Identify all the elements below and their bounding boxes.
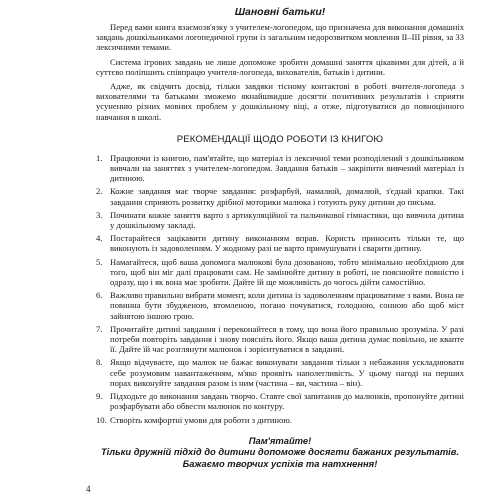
item-text: Намагайтеся, щоб ваша допомога малюкові була дозованою, тобто мінімально необхідною для того, щоб він міг далі працювати сам. Не замінюйте дитину в роботі, не пояснюйте повністю і одразу, що і як вона має зробити. Дайте їй ще можливість до чогось дійти самостійно.	[110, 256, 464, 288]
intro-paragraph: Перед вами книга взаємозв'язку з учителем-логопедом, що призначена для виконання домашніх завдань дошкільниками логопедичної групи із загальним недорозвитком мовлення II–III рівня, за 33 лексичними темами.	[96, 22, 464, 53]
list-item	[96, 153, 464, 184]
intro-paragraph: Адже, як свідчить досвід, тільки завдяки тісному контактові в роботі вчителя-логопеда з вихователями та батьками зможемо якнайшвидше досягти позитивних результатів і сприяти усуненню різних мовних проблем у дошкільному віці, а отже, підготуватися до повноцінного навчання в школі.	[96, 81, 464, 122]
item-number: 8.	[96, 357, 103, 368]
list-item	[96, 415, 464, 425]
list-item	[96, 210, 464, 230]
item-text: Важливо правильно вибрати момент, коли дитина із задоволенням працюватиме з вами. Вона не повинна бути збудженою, втомленою, погано почуватися, голодною, сонною або щоб міст зайнятою іншою грою.	[110, 290, 464, 321]
item-text: Починати кожне заняття варто з артикуляційної та пальчикової гімнастики, що вивчила дитина у дошкільному закладі.	[110, 209, 464, 231]
item-number: 10.	[96, 414, 107, 425]
closing-note	[96, 435, 464, 470]
item-number: 2.	[96, 186, 103, 197]
item-text: Створіть комфортні умови для роботи з дитиною.	[110, 414, 292, 425]
list-item	[96, 357, 464, 388]
item-text: Прочитайте дитині завдання і переконайтеся в тому, що вона його правильно зрозуміла. У разі потреби повторіть завдання і знову поясніть його. Якщо ваша дитина думає повільно, не квапте її. Дайте їй час розглянути малюнок і зорієнтуватися в завданні.	[110, 323, 464, 355]
intro-paragraph: Система ігрових завдань не лише допоможе зробити домашні заняття цікавими для дітей, а й суттєво поліпшить співпрацю учителя-логопеда, вихователів, батьків і дитини.	[96, 56, 464, 77]
item-number: 3.	[96, 209, 103, 220]
item-number: 7.	[96, 323, 103, 334]
item-number: 6.	[96, 290, 103, 301]
item-number: 4.	[96, 233, 103, 244]
recommendations-list	[96, 153, 464, 425]
closing-line-advice: Тільки дружній підхід до дитини допоможе досягти бажаних результатів.	[100, 446, 460, 458]
closing-line-remember: Пам'ятайте!	[248, 434, 312, 446]
list-item	[96, 391, 464, 411]
section-title: РЕКОМЕНДАЦІЇ ЩОДО РОБОТИ ІЗ КНИГОЮ	[176, 133, 384, 145]
item-text: Якщо відчуваєте, що малюк не бажає виконувати завдання тільки з небажання ускладнювати себе розумовим навантаженням, м'яко проявіть наполегливість. У цьому нагоді на перших порах виконуйте завдання разом із ним (частина – ви, частина – він).	[110, 357, 464, 388]
item-text: Постарайтеся зацікавити дитину виконанням вправ. Користь приносить тільки те, що виконують із задоволенням. У жодному разі не варто примушувати і сварити дитину.	[110, 233, 464, 254]
list-item	[96, 257, 464, 288]
item-number: 1.	[96, 152, 103, 163]
page-number: 4	[86, 484, 91, 494]
list-item	[96, 290, 464, 321]
closing-line-wishes: Бажаємо творчих успіхів та натхнення!	[182, 457, 378, 469]
item-text: Працюючи із книгою, пам'ятайте, що матеріал із лексичної теми розподілений з дошкільником вивчали на заняттях з учителем-логопедом. Завдання батьків – закріпити вивчений матеріал із дитиною.	[110, 152, 464, 184]
item-number: 5.	[96, 256, 103, 267]
item-text: Кожне завдання має творче завдання: розфарбуй, намалюй, домалюй, з'єднай крапки. Такі завдання сприяють розвитку дрібної моторики малюка і готують руку дитини до письма.	[110, 186, 464, 207]
list-item	[96, 324, 464, 355]
list-item	[96, 186, 464, 206]
list-item	[96, 233, 464, 253]
item-text: Підходьте до виконання завдань творчо. Ставте свої запитання до малюнків, пропонуйте дитині розфарбувати або обвести малюнок по контуру.	[110, 391, 464, 412]
item-number: 9.	[96, 391, 103, 402]
greeting-heading: Шановні батьки!	[234, 6, 326, 18]
intro-section	[96, 22, 464, 122]
